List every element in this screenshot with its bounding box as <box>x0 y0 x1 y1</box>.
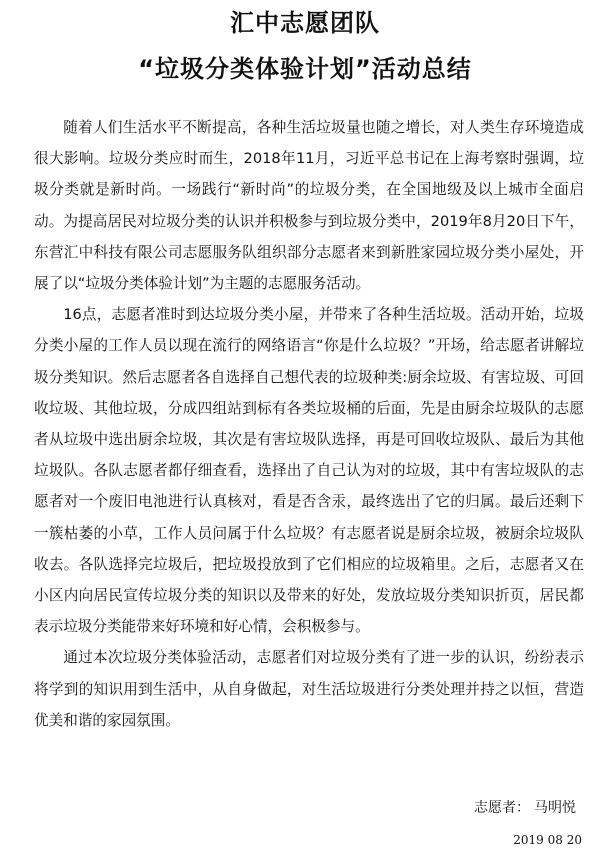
document-body <box>34 112 584 736</box>
signature-line <box>474 798 576 818</box>
body-paragraph-2: 16点，志愿者准时到达垃圾分类小屋，并带来了各种生活垃圾。活动开始，垃圾分类小屋的工作人员以现在流行的网络语言“你是什么垃圾？”开场，给志愿者讲解垃圾分类知识。然后志愿者各自选择自己想代表的垃圾种类:厨余垃圾、有害垃圾、可回收垃圾、其他垃圾，分成四组站到标有各类垃圾桶的后面，先是由厨余垃圾队的志愿者从垃圾中选出厨余垃圾，其次是有害垃圾队选择，再是可回收垃圾队、最后为其他垃圾队。各队志愿者都仔细查看，选择出了自己认为对的垃圾，其中有害垃圾队的志愿者对一个废旧电池进行认真核对，看是否含汞，最终选出了它的归属。最后还剩下一簇枯萎的小草，工作人员问属于什么垃圾？有志愿者说是厨余垃圾，被厨余垃圾队收去。各队选择完垃圾后，把垃圾投放到了它们相应的垃圾箱里。之后，志愿者又在小区内向居民宣传垃圾分类的知识以及带来的好处，发放垃圾分类知识折页，居民都表示垃圾分类能带来好环境和好心情，会积极参与。 <box>34 306 584 636</box>
body-paragraph-1: 随着人们生活水平不断提高，各种生活垃圾量也随之增长，对人类生存环境造成很大影响。垃圾分类应时而生，2018年11月，习近平总书记在上海考察时强调，垃圾分类就是新时尚。一场践行“新时尚”的垃圾分类，在全国地级及以上城市全面启动。为提高居民对垃圾分类的认识并积极参与到垃圾分类中，2019年8月20日下午，东营汇中科技有限公司志愿服务队组织部分志愿者来到新胜家园垃圾分类小屋处，开展了以“垃圾分类体验计划”为主题的志愿服务活动。 <box>34 119 584 293</box>
document-title-line1: 汇中志愿团队 <box>230 9 380 37</box>
document-title-line2: “垃圾分类体验计划”活动总结 <box>138 55 472 83</box>
document-date: 2019 08 20 <box>513 833 582 847</box>
signature-name: 马明悦 <box>534 800 576 816</box>
body-paragraph-3: 通过本次垃圾分类体验活动，志愿者们对垃圾分类有了进一步的认识，纷纷表示将学到的知识用到生活中，从自身做起，对生活垃圾进行分类处理并持之以恒，营造优美和谐的家园氛围。 <box>34 649 584 729</box>
signature-label: 志愿者： <box>474 800 530 816</box>
